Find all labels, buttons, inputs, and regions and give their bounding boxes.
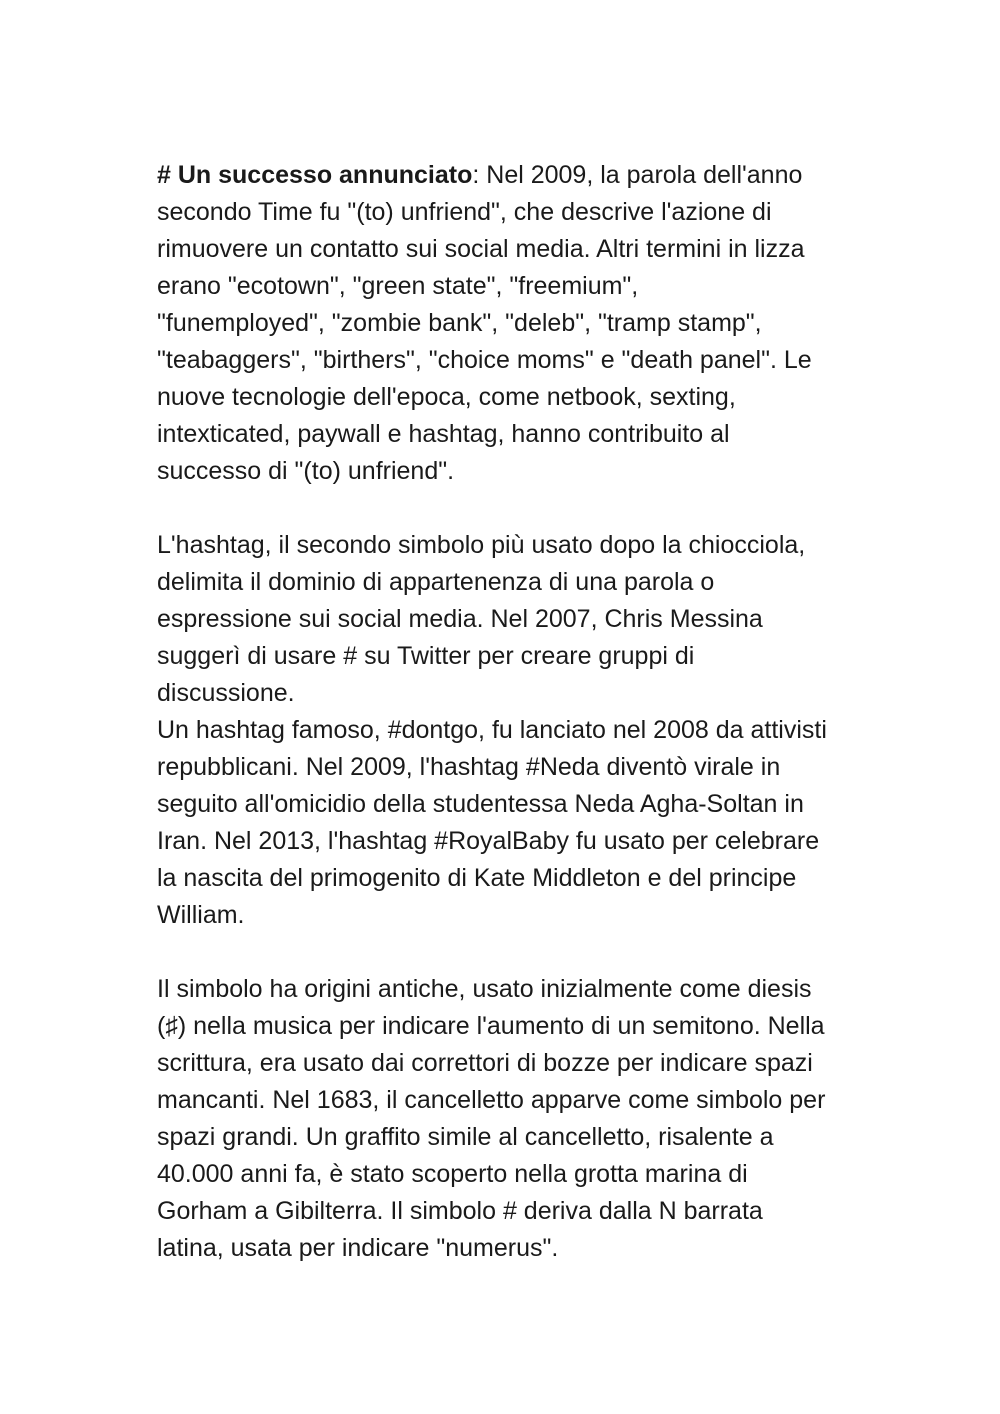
section-heading: # Un successo annunciato bbox=[157, 161, 473, 189]
paragraph-spacer bbox=[157, 490, 917, 527]
paragraph-spacer bbox=[157, 934, 917, 971]
document-page bbox=[157, 157, 917, 1267]
paragraph-symbol-origins: Il simbolo ha origini antiche, usato inizialmente come diesis (♯) nella musica per indicare l'aumento di un semitono. Nella scrittura, era usato dai correttori di bozze per indicare spazi mancanti. Nel 1683, il cancelletto apparve come simbolo per spazi grandi. Un graffito simile al cancelletto, risalente a 40.000 anni fa, è stato scoperto nella grotta marina di Gorham a Gibilterra. Il simbolo # deriva dalla N barrata latina, usata per indicare "numerus". bbox=[157, 975, 826, 1262]
paragraph-hashtag-examples: Un hashtag famoso, #dontgo, fu lanciato nel 2008 da attivisti repubblicani. Nel 2009, l'hashtag #Neda diventò virale in seguito all'omicidio della studentessa Neda Agha-Soltan in Iran. Nel 2013, l'hashtag #RoyalBaby fu usato per celebrare la nascita del primogenito di Kate Middleton e del principe William. bbox=[157, 716, 827, 929]
paragraph-intro-text: : Nel 2009, la parola dell'anno secondo Time fu "(to) unfriend", che descrive l'azione di rimuovere un contatto sui social media. Altri termini in lizza erano "ecotown", "green state", "freemium", "funemployed", "zombie bank", "deleb", "tramp stamp", "teabaggers", "birthers", "choice moms" e "death panel". Le nuove tecnologie dell'epoca, come netbook, sexting, intexticated, paywall e hashtag, hanno contribuito al successo di "(to) unfriend". bbox=[157, 161, 812, 485]
paragraph-hashtag-definition: L'hashtag, il secondo simbolo più usato dopo la chiocciola, delimita il dominio di appartenenza di una parola o espressione sui social media. Nel 2007, Chris Messina suggerì di usare # su Twitter per creare gruppi di discussione. bbox=[157, 531, 806, 707]
paragraph-intro bbox=[157, 157, 917, 490]
